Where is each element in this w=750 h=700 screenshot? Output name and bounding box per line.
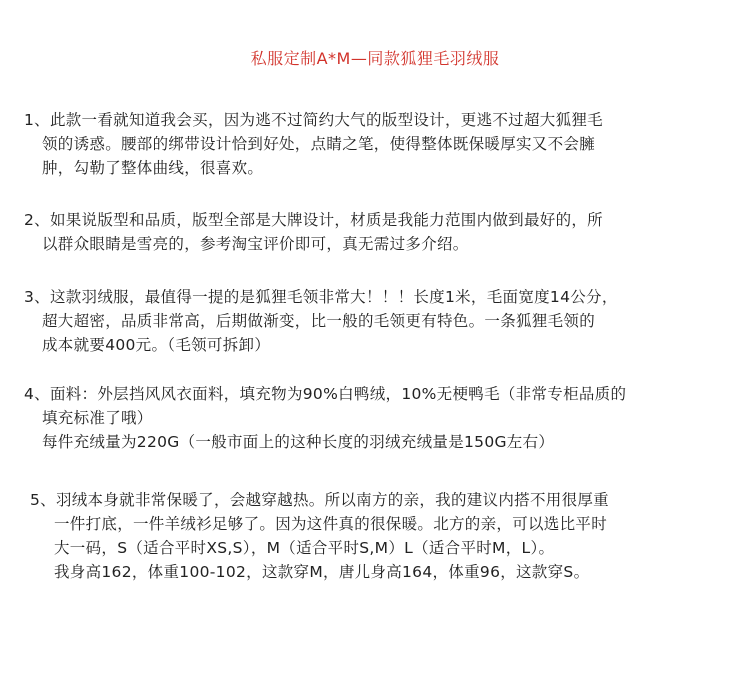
paragraph-4-line-1: 4、面料：外层挡风风衣面料，填充物为90%白鸭绒，10%无梗鸭毛（非常专柜品质的 (24, 385, 627, 403)
paragraph-2-line-2: 以群众眼睛是雪亮的，参考淘宝评价即可，真无需过多介绍。 (42, 235, 469, 253)
paragraph-4-line-3: 每件充绒量为220G（一般市面上的这种长度的羽绒充绒量是150G左右） (42, 433, 555, 451)
paragraph-1 (24, 108, 603, 180)
paragraph-1-line-1: 1、此款一看就知道我会买，因为逃不过简约大气的版型设计，更逃不过超大狐狸毛 (24, 111, 603, 129)
paragraph-1-line-3: 肿，勾勒了整体曲线，很喜欢。 (42, 159, 264, 177)
paragraph-4-line-2: 填充标准了哦） (42, 409, 153, 427)
paragraph-1-line-2: 领的诱惑。腰部的绑带设计恰到好处，点睛之笔，使得整体既保暖厚实又不会臃 (42, 135, 596, 153)
paragraph-4 (24, 382, 626, 454)
paragraph-5-line-1: 5、羽绒本身就非常保暖了，会越穿越热。所以南方的亲，我的建议内搭不用很厚重 (30, 491, 609, 509)
paragraph-5-line-2: 一件打底，一件羊绒衫足够了。因为这件真的很保暖。北方的亲，可以选比平时 (54, 515, 608, 533)
paragraph-2 (24, 208, 603, 256)
paragraph-3-line-3: 成本就要400元。（毛领可拆卸） (42, 336, 271, 354)
paragraph-5-line-3: 大一码，S（适合平时XS,S），M（适合平时S,M）L（适合平时M，L）。 (54, 539, 555, 557)
paragraph-5-line-4: 我身高162，体重100-102，这款穿M，唐儿身高164，体重96，这款穿S。 (54, 563, 590, 581)
paragraph-5 (30, 488, 609, 584)
page-title: 私服定制A*M—同款狐狸毛羽绒服 (250, 49, 500, 68)
paragraph-3-line-1: 3、这款羽绒服，最值得一提的是狐狸毛领非常大！！！长度1米，毛面宽度14公分， (24, 288, 618, 306)
paragraph-3-line-2: 超大超密，品质非常高，后期做渐变，比一般的毛领更有特色。一条狐狸毛领的 (42, 312, 596, 330)
paragraph-2-line-1: 2、如果说版型和品质，版型全部是大牌设计，材质是我能力范围内做到最好的，所 (24, 211, 603, 229)
paragraph-3 (24, 285, 618, 357)
